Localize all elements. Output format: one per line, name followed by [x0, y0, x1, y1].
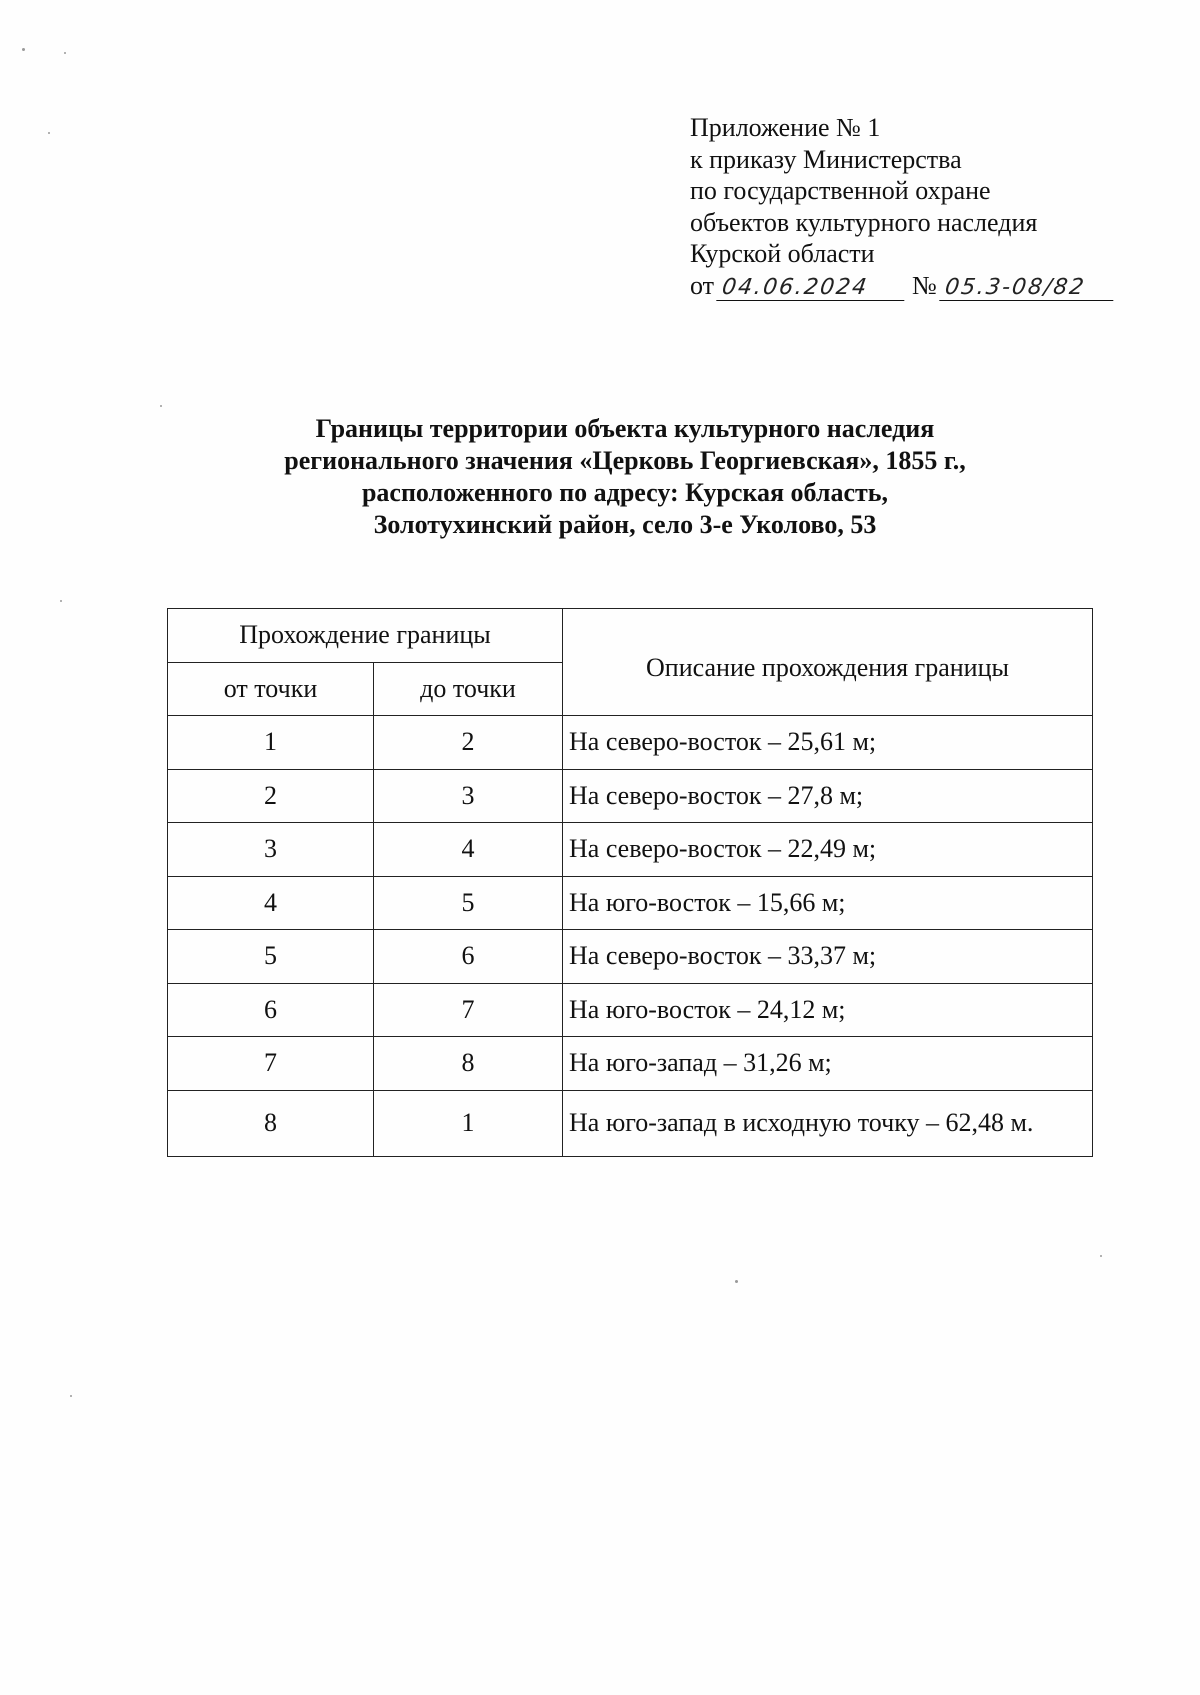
table-row [168, 823, 1093, 877]
scan-speck [48, 132, 50, 134]
document-title [150, 413, 1100, 541]
table-row [168, 716, 1093, 770]
table-row [168, 983, 1093, 1037]
cell-from: 7 [168, 1037, 374, 1091]
header-from-point: от точки [168, 662, 374, 716]
appendix-line: к приказу Министерства [690, 144, 962, 174]
table-header [168, 609, 1093, 716]
cell-from: 5 [168, 930, 374, 984]
scan-speck [70, 1395, 72, 1397]
cell-from: 8 [168, 1090, 374, 1156]
title-line: Золотухинский район, село 3-е Уколово, 53 [373, 510, 877, 539]
appendix-line: по государственной охране [690, 176, 991, 205]
appendix-line: объектов культурного наследия [690, 207, 1038, 237]
cell-description: На юго-восток – 15,66 м; [563, 876, 1093, 930]
cell-to: 8 [374, 1037, 563, 1091]
number-prefix: № [912, 270, 937, 300]
boundary-table [167, 608, 1093, 1157]
cell-to: 2 [374, 716, 563, 770]
order-number-text: 05.3-08/82 [943, 274, 1088, 300]
date-prefix: от [690, 270, 715, 300]
handwritten-order-number [939, 276, 1117, 301]
scan-speck [160, 405, 162, 407]
cell-description: На юго-запад в исходную точку – 62,48 м. [563, 1090, 1093, 1156]
appendix-line: Курской области [690, 239, 875, 268]
cell-description: На северо-восток – 22,49 м; [563, 823, 1093, 877]
cell-from: 1 [168, 716, 374, 770]
table-row [168, 876, 1093, 930]
title-line: расположенного по адресу: Курская область, [361, 478, 889, 507]
cell-description: На юго-восток – 24,12 м; [563, 983, 1093, 1037]
title-line: Границы территории объекта культурного наследия [315, 414, 935, 443]
header-row [168, 609, 1093, 663]
cell-description: На юго-запад – 31,26 м; [563, 1037, 1093, 1091]
table-body [168, 716, 1093, 1157]
handwritten-date: 04.06.2024 [716, 276, 908, 301]
table-row [168, 930, 1093, 984]
header-description: Описание прохождения границы [563, 609, 1093, 716]
table-row [168, 1037, 1093, 1091]
cell-to: 1 [374, 1090, 563, 1156]
cell-from: 3 [168, 823, 374, 877]
order-date-number [690, 270, 1160, 302]
cell-from: 6 [168, 983, 374, 1037]
cell-from: 4 [168, 876, 374, 930]
cell-description: На северо-восток – 27,8 м; [563, 769, 1093, 823]
cell-from: 2 [168, 769, 374, 823]
scan-speck [64, 52, 66, 54]
table-row [168, 1090, 1093, 1156]
table-row [168, 769, 1093, 823]
appendix-block [690, 112, 1160, 301]
cell-to: 7 [374, 983, 563, 1037]
title-line: регионального значения «Церковь Георгиевская», 1855 г., [284, 446, 966, 475]
cell-to: 6 [374, 930, 563, 984]
header-boundary-passage: Прохождение границы [168, 609, 563, 663]
scan-speck [22, 48, 25, 51]
scan-speck [60, 600, 62, 602]
scan-speck [735, 1280, 738, 1283]
cell-description: На северо-восток – 33,37 м; [563, 930, 1093, 984]
scan-speck [1100, 1255, 1102, 1257]
cell-to: 3 [374, 769, 563, 823]
appendix-line: Приложение № 1 [690, 113, 881, 142]
cell-to: 5 [374, 876, 563, 930]
cell-description: На северо-восток – 25,61 м; [563, 716, 1093, 770]
header-to-point: до точки [374, 662, 563, 716]
cell-to: 4 [374, 823, 563, 877]
